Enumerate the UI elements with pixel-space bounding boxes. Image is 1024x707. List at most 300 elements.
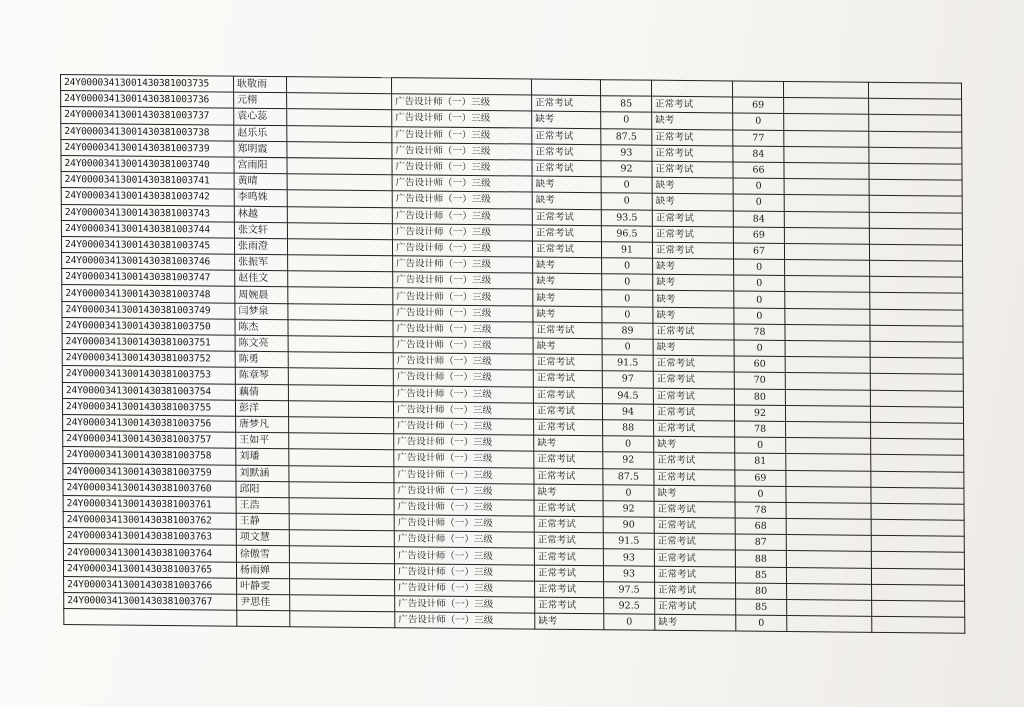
candidate-name-cell: 陈勇: [235, 351, 288, 368]
blank-cell: [287, 93, 392, 110]
candidate-id-cell: 24Y00003413001430381003755: [62, 398, 235, 416]
subject-cell: 广告设计师（一）三级: [393, 385, 533, 403]
blank-cell: [786, 421, 871, 438]
blank-cell: [289, 530, 394, 547]
skill-score-cell: 81: [735, 453, 786, 470]
subject-cell: 广告设计师（一）三级: [393, 369, 533, 387]
theory-status-cell: 缺考: [533, 306, 602, 323]
subject-cell: 广告设计师（一）三级: [393, 272, 533, 290]
theory-score-cell: 93: [603, 565, 654, 582]
theory-score-cell: 88: [603, 420, 654, 437]
blank-cell: [869, 244, 962, 261]
skill-status-cell: 缺考: [653, 291, 734, 308]
blank-cell: [870, 357, 963, 374]
blank-cell: [786, 486, 871, 503]
skill-score-cell: 85: [736, 599, 787, 616]
candidate-id-cell: 24Y00003413001430381003758: [63, 447, 236, 465]
theory-status-cell: 缺考: [534, 435, 603, 452]
subject-cell: 广告设计师（一）三级: [392, 94, 532, 112]
skill-status-cell: 缺考: [654, 436, 735, 453]
skill-status-cell: 正常考试: [654, 501, 735, 518]
blank-cell: [290, 595, 395, 612]
theory-score-cell: 0: [602, 339, 653, 356]
blank-cell: [871, 422, 964, 439]
skill-score-cell: 0: [733, 194, 784, 211]
skill-score-cell: 88: [735, 550, 786, 567]
theory-status-cell: 缺考: [533, 257, 602, 274]
subject-cell: 广告设计师（一）三级: [395, 580, 535, 598]
skill-status-cell: 正常考试: [654, 420, 735, 437]
candidate-name-cell: 王如平: [236, 432, 289, 449]
candidate-name-cell: 杨雨婵: [236, 562, 289, 579]
skill-score-cell: 67: [733, 243, 784, 260]
skill-score-cell: 84: [733, 210, 784, 227]
theory-score-cell: 97.5: [604, 582, 655, 599]
skill-status-cell: 正常考试: [653, 355, 734, 372]
blank-cell: [868, 82, 961, 99]
blank-cell: [783, 81, 868, 98]
subject-cell: 广告设计师（一）三级: [394, 418, 534, 436]
skill-score-cell: 0: [734, 259, 785, 276]
candidate-name-cell: 耿敬雨: [233, 76, 286, 93]
skill-status-cell: 正常考试: [653, 323, 734, 340]
candidate-id-cell: 24Y00003413001430381003751: [62, 334, 235, 352]
blank-cell: [287, 109, 392, 126]
blank-cell: [784, 130, 869, 147]
skill-score-cell: 0: [734, 340, 785, 357]
blank-cell: [286, 77, 391, 94]
skill-score-cell: 0: [734, 291, 785, 308]
subject-cell: 广告设计师（一）三级: [392, 110, 532, 128]
blank-cell: [287, 158, 392, 175]
blank-cell: [786, 438, 871, 455]
theory-status-cell: 正常考试: [532, 144, 601, 161]
theory-status-cell: 缺考: [532, 192, 601, 209]
blank-cell: [870, 406, 963, 423]
theory-score-cell: 0: [603, 436, 654, 453]
blank-cell: [869, 147, 962, 164]
theory-status-cell: 正常考试: [534, 532, 603, 549]
candidate-id-cell: 24Y00003413001430381003746: [62, 253, 235, 271]
blank-cell: [289, 465, 394, 482]
candidate-id-cell: 24Y00003413001430381003754: [62, 382, 235, 400]
skill-score-cell: 84: [733, 146, 784, 163]
candidate-name-cell: 叶静雯: [237, 578, 290, 595]
candidate-id-cell: 24Y00003413001430381003763: [63, 528, 236, 546]
subject-cell: 广告设计师（一）三级: [394, 563, 534, 581]
candidate-name-cell: 张文轩: [234, 222, 287, 239]
skill-status-cell: 正常考试: [652, 96, 733, 113]
subject-cell: 广告设计师（一）三级: [392, 191, 532, 209]
candidate-id-cell: 24Y00003413001430381003749: [62, 301, 235, 319]
candidate-id-cell: 24Y00003413001430381003745: [61, 236, 234, 254]
theory-score-cell: 92.5: [604, 598, 655, 615]
theory-score-cell: 94.5: [602, 387, 653, 404]
blank-cell: [872, 600, 965, 617]
blank-cell: [871, 568, 964, 585]
theory-score-cell: 87.5: [601, 128, 652, 145]
subject-cell: 广告设计师（一）三级: [393, 256, 533, 274]
theory-status-cell: 正常考试: [532, 241, 601, 258]
candidate-id-cell: 24Y00003413001430381003739: [61, 139, 234, 157]
subject-cell: 广告设计师（一）三级: [394, 434, 534, 452]
blank-cell: [869, 179, 962, 196]
skill-score-cell: 69: [733, 227, 784, 244]
skill-status-cell: 缺考: [653, 258, 734, 275]
subject-cell: 广告设计师（一）三级: [394, 547, 534, 565]
subject-cell: 广告设计师（一）三级: [393, 401, 533, 419]
subject-cell: [391, 78, 531, 96]
candidate-name-cell: 元栩: [234, 92, 287, 109]
subject-cell: 广告设计师（一）三级: [393, 337, 533, 355]
candidate-id-cell: 24Y00003413001430381003757: [63, 431, 236, 449]
blank-cell: [785, 276, 870, 293]
candidate-name-cell: 项文慧: [236, 529, 289, 546]
blank-cell: [287, 190, 392, 207]
candidate-name-cell: 彭洋: [235, 400, 288, 417]
theory-score-cell: 0: [601, 177, 652, 194]
theory-score-cell: 94: [602, 403, 653, 420]
blank-cell: [289, 433, 394, 450]
skill-status-cell: 正常考试: [653, 404, 734, 421]
blank-cell: [784, 146, 869, 163]
blank-cell: [870, 293, 963, 310]
blank-cell: [869, 212, 962, 229]
candidate-id-cell: 24Y00003413001430381003767: [64, 593, 237, 611]
candidate-name-cell: 张雨澄: [234, 238, 287, 255]
blank-cell: [785, 260, 870, 277]
candidate-name-cell: 袁心蕊: [234, 109, 287, 126]
skill-status-cell: 正常考试: [652, 161, 733, 178]
candidate-name-cell: 林越: [234, 206, 287, 223]
blank-cell: [786, 551, 871, 568]
blank-cell: [288, 368, 393, 385]
blank-cell: [871, 503, 964, 520]
candidate-id-cell: 24Y00003413001430381003738: [61, 123, 234, 141]
theory-score-cell: 92: [603, 501, 654, 518]
blank-cell: [287, 125, 392, 142]
skill-status-cell: 正常考试: [652, 242, 733, 259]
blank-cell: [289, 514, 394, 531]
theory-status-cell: 正常考试: [534, 468, 603, 485]
blank-cell: [784, 243, 869, 260]
theory-score-cell: 85: [601, 96, 652, 113]
skill-status-cell: 缺考: [653, 339, 734, 356]
blank-cell: [871, 519, 964, 536]
blank-cell: [289, 562, 394, 579]
blank-cell: [785, 389, 870, 406]
blank-cell: [870, 309, 963, 326]
theory-score-cell: 89: [602, 323, 653, 340]
blank-cell: [784, 195, 869, 212]
subject-cell: 广告设计师（一）三级: [392, 159, 532, 177]
blank-cell: [786, 535, 871, 552]
skill-score-cell: 80: [736, 583, 787, 600]
blank-cell: [871, 471, 964, 488]
theory-status-cell: 正常考试: [534, 451, 603, 468]
skill-score-cell: 78: [735, 502, 786, 519]
skill-score-cell: 0: [736, 615, 787, 632]
theory-score-cell: 0: [602, 290, 653, 307]
skill-status-cell: 正常考试: [653, 372, 734, 389]
candidate-name-cell: 王静: [236, 513, 289, 530]
candidate-name-cell: 邱阳: [236, 481, 289, 498]
theory-score-cell: 87.5: [603, 468, 654, 485]
blank-cell: [290, 579, 395, 596]
theory-status-cell: 缺考: [533, 289, 602, 306]
skill-status-cell: 正常考试: [654, 550, 735, 567]
theory-score-cell: 0: [602, 274, 653, 291]
theory-score-cell: [600, 80, 651, 97]
candidate-name-cell: [237, 610, 290, 627]
candidate-id-cell: [64, 609, 237, 627]
theory-score-cell: 93.5: [601, 209, 652, 226]
blank-cell: [787, 599, 872, 616]
candidate-name-cell: 陈杰: [235, 319, 288, 336]
skill-score-cell: 0: [735, 486, 786, 503]
theory-score-cell: 96.5: [601, 225, 652, 242]
subject-cell: 广告设计师（一）三级: [392, 175, 532, 193]
blank-cell: [784, 211, 869, 228]
skill-status-cell: 缺考: [654, 485, 735, 502]
skill-status-cell: 正常考试: [652, 210, 733, 227]
blank-cell: [786, 454, 871, 471]
candidate-id-cell: 24Y00003413001430381003760: [63, 479, 236, 497]
subject-cell: 广告设计师（一）三级: [392, 126, 532, 144]
blank-cell: [288, 336, 393, 353]
blank-cell: [784, 227, 869, 244]
score-table-wrapper: [60, 74, 965, 634]
blank-cell: [288, 352, 393, 369]
blank-cell: [287, 141, 392, 158]
skill-score-cell: 69: [735, 469, 786, 486]
blank-cell: [289, 481, 394, 498]
candidate-id-cell: 24Y00003413001430381003742: [61, 188, 234, 206]
candidate-name-cell: 赵乐乐: [234, 125, 287, 142]
blank-cell: [785, 373, 870, 390]
blank-cell: [785, 324, 870, 341]
subject-cell: 广告设计师（一）三级: [393, 288, 533, 306]
score-table-body: [61, 75, 965, 634]
theory-status-cell: 正常考试: [533, 403, 602, 420]
blank-cell: [871, 536, 964, 553]
skill-status-cell: 正常考试: [654, 517, 735, 534]
candidate-id-cell: 24Y00003413001430381003748: [62, 285, 235, 303]
blank-cell: [289, 417, 394, 434]
theory-score-cell: 92: [603, 452, 654, 469]
theory-status-cell: 缺考: [533, 338, 602, 355]
skill-status-cell: 缺考: [653, 274, 734, 291]
subject-cell: 广告设计师（一）三级: [394, 466, 534, 484]
blank-cell: [869, 98, 962, 115]
theory-score-cell: 0: [602, 258, 653, 275]
theory-status-cell: 正常考试: [533, 370, 602, 387]
subject-cell: 广告设计师（一）三级: [394, 515, 534, 533]
candidate-id-cell: 24Y00003413001430381003740: [61, 155, 234, 173]
subject-cell: 广告设计师（一）三级: [394, 499, 534, 517]
blank-cell: [869, 196, 962, 213]
blank-cell: [288, 303, 393, 320]
candidate-id-cell: 24Y00003413001430381003736: [61, 91, 234, 109]
blank-cell: [288, 271, 393, 288]
theory-status-cell: 正常考试: [534, 549, 603, 566]
skill-status-cell: 缺考: [652, 113, 733, 130]
skill-status-cell: 缺考: [653, 307, 734, 324]
theory-status-cell: 正常考试: [533, 322, 602, 339]
blank-cell: [871, 438, 964, 455]
skill-score-cell: [732, 81, 783, 98]
theory-status-cell: 正常考试: [532, 209, 601, 226]
theory-status-cell: 正常考试: [533, 387, 602, 404]
blank-cell: [872, 617, 965, 634]
skill-status-cell: 正常考试: [652, 129, 733, 146]
theory-status-cell: 正常考试: [535, 597, 604, 614]
subject-cell: 广告设计师（一）三级: [394, 450, 534, 468]
blank-cell: [786, 470, 871, 487]
theory-status-cell: [531, 79, 600, 96]
candidate-id-cell: 24Y00003413001430381003747: [62, 269, 235, 287]
candidate-name-cell: 黄晴: [234, 173, 287, 190]
theory-status-cell: 正常考试: [532, 225, 601, 242]
skill-score-cell: 0: [735, 437, 786, 454]
skill-status-cell: 正常考试: [655, 598, 736, 615]
skill-status-cell: 正常考试: [654, 566, 735, 583]
blank-cell: [871, 487, 964, 504]
subject-cell: 广告设计师（一）三级: [393, 321, 533, 339]
candidate-id-cell: 24Y00003413001430381003753: [62, 366, 235, 384]
blank-cell: [784, 162, 869, 179]
blank-cell: [787, 616, 872, 633]
subject-cell: 广告设计师（一）三级: [392, 142, 532, 160]
skill-score-cell: 92: [734, 405, 785, 422]
skill-score-cell: 78: [734, 324, 785, 341]
skill-status-cell: 正常考试: [653, 388, 734, 405]
candidate-id-cell: 24Y00003413001430381003741: [61, 172, 234, 190]
subject-cell: 广告设计师（一）三级: [393, 304, 533, 322]
skill-status-cell: 正常考试: [655, 582, 736, 599]
blank-cell: [787, 583, 872, 600]
theory-score-cell: 97: [602, 371, 653, 388]
skill-score-cell: 70: [734, 372, 785, 389]
subject-cell: 广告设计师（一）三级: [392, 223, 532, 241]
candidate-name-cell: 尹思佳: [237, 594, 290, 611]
candidate-id-cell: 24Y00003413001430381003743: [61, 204, 234, 222]
skill-status-cell: 缺考: [652, 177, 733, 194]
theory-status-cell: 正常考试: [534, 565, 603, 582]
blank-cell: [288, 255, 393, 272]
blank-cell: [872, 584, 965, 601]
skill-status-cell: 缺考: [655, 614, 736, 631]
candidate-id-cell: 24Y00003413001430381003766: [64, 576, 237, 594]
theory-score-cell: 0: [604, 614, 655, 631]
skill-status-cell: 正常考试: [652, 226, 733, 243]
skill-score-cell: 68: [735, 518, 786, 535]
candidate-name-cell: 闫梦泉: [235, 303, 288, 320]
candidate-name-cell: 李鸣姝: [234, 189, 287, 206]
blank-cell: [786, 567, 871, 584]
skill-score-cell: 66: [733, 162, 784, 179]
candidate-name-cell: 唐梦凡: [236, 416, 289, 433]
blank-cell: [870, 390, 963, 407]
candidate-id-cell: 24Y00003413001430381003759: [63, 463, 236, 481]
subject-cell: 广告设计师（一）三级: [395, 596, 535, 614]
blank-cell: [871, 552, 964, 569]
theory-status-cell: 缺考: [534, 484, 603, 501]
theory-status-cell: 正常考试: [534, 419, 603, 436]
blank-cell: [289, 546, 394, 563]
blank-cell: [289, 498, 394, 515]
skill-score-cell: 85: [735, 567, 786, 584]
theory-status-cell: 正常考试: [533, 354, 602, 371]
candidate-name-cell: 王浩: [236, 497, 289, 514]
candidate-name-cell: 郑明霞: [234, 141, 287, 158]
candidate-id-cell: 24Y000034130014303810O3735: [61, 75, 234, 93]
blank-cell: [287, 206, 392, 223]
skill-score-cell: 77: [733, 130, 784, 147]
candidate-id-cell: 24Y00003413001430381003765: [63, 560, 236, 578]
theory-score-cell: 93: [601, 144, 652, 161]
theory-score-cell: 93: [603, 549, 654, 566]
skill-score-cell: 60: [734, 356, 785, 373]
blank-cell: [287, 174, 392, 191]
theory-score-cell: 91.5: [603, 533, 654, 550]
blank-cell: [871, 455, 964, 472]
blank-cell: [869, 115, 962, 132]
candidate-id-cell: 24Y00003413001430381003761: [63, 495, 236, 513]
skill-status-cell: 缺考: [652, 194, 733, 211]
theory-status-cell: 正常考试: [535, 581, 604, 598]
theory-score-cell: 91.5: [602, 355, 653, 372]
blank-cell: [785, 357, 870, 374]
blank-cell: [288, 320, 393, 337]
blank-cell: [287, 222, 392, 239]
theory-status-cell: 正常考试: [534, 500, 603, 517]
skill-score-cell: 87: [735, 534, 786, 551]
subject-cell: 广告设计师（一）三级: [394, 531, 534, 549]
theory-status-cell: 缺考: [535, 613, 604, 630]
blank-cell: [785, 340, 870, 357]
blank-cell: [869, 131, 962, 148]
theory-score-cell: 0: [603, 484, 654, 501]
candidate-name-cell: 刘璠: [236, 449, 289, 466]
theory-status-cell: 正常考试: [532, 95, 601, 112]
blank-cell: [288, 384, 393, 401]
skill-status-cell: 正常考试: [654, 453, 735, 470]
skill-score-cell: 69: [733, 97, 784, 114]
theory-score-cell: 0: [601, 193, 652, 210]
theory-score-cell: 0: [602, 306, 653, 323]
candidate-name-cell: 徐傲雪: [236, 546, 289, 563]
blank-cell: [786, 519, 871, 536]
candidate-name-cell: 宫雨阳: [234, 157, 287, 174]
subject-cell: 广告设计师（一）三级: [392, 240, 532, 258]
blank-cell: [786, 502, 871, 519]
theory-status-cell: 缺考: [533, 273, 602, 290]
skill-status-cell: 正常考试: [652, 145, 733, 162]
blank-cell: [784, 98, 869, 115]
candidate-name-cell: 赵佳文: [235, 270, 288, 287]
blank-cell: [785, 292, 870, 309]
blank-cell: [870, 325, 963, 342]
candidate-id-cell: 24Y00003413001430381003744: [61, 220, 234, 238]
theory-score-cell: 92: [601, 161, 652, 178]
candidate-name-cell: 藕倩: [235, 384, 288, 401]
candidate-id-cell: 24Y00003413001430381003737: [61, 107, 234, 125]
candidate-id-cell: 24Y00003413001430381003756: [63, 414, 236, 432]
theory-status-cell: 缺考: [532, 111, 601, 128]
theory-status-cell: 正常考试: [532, 128, 601, 145]
score-table: [60, 74, 965, 634]
